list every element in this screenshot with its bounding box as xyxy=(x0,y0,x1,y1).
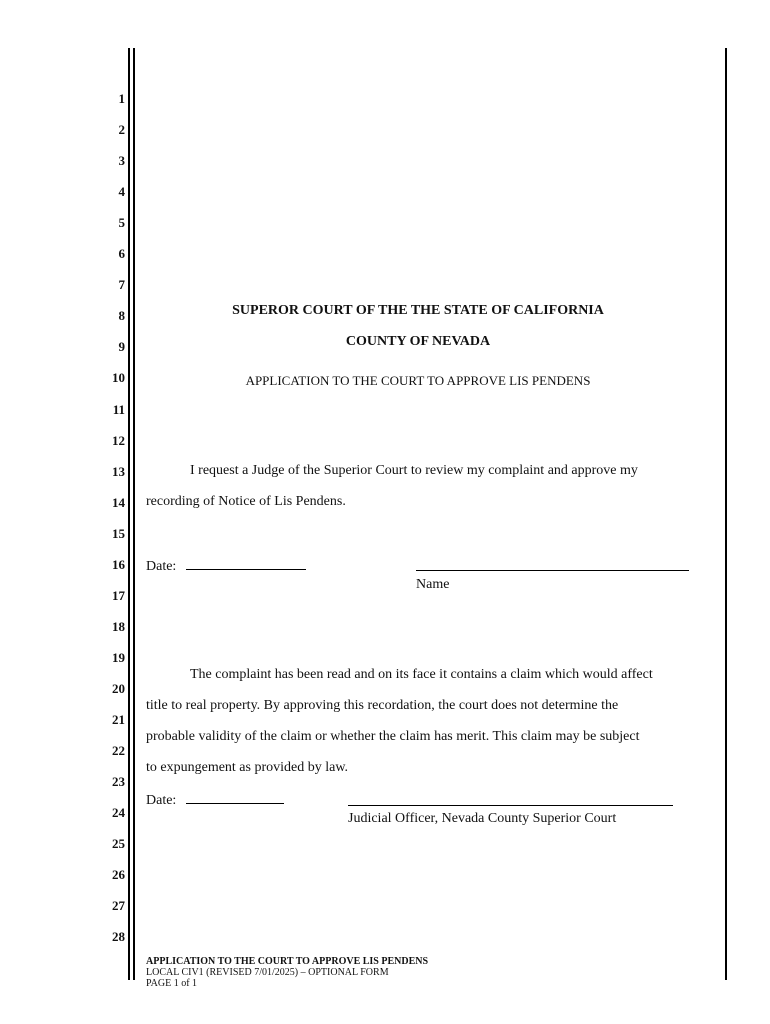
request-line-1: I request a Judge of the Superior Court to review my complaint and approve my xyxy=(190,463,638,478)
line-number: 16 xyxy=(112,557,125,572)
statement-line-4: to expungement as provided by law. xyxy=(146,760,349,775)
line-number: 7 xyxy=(118,277,125,292)
line-number: 22 xyxy=(112,743,125,758)
line-number: 5 xyxy=(118,215,125,230)
court-title: SUPEROR COURT OF THE THE STATE OF CALIFORNIA xyxy=(232,303,604,318)
line-number: 19 xyxy=(112,650,125,665)
footer-form-id: LOCAL CIV1 (REVISED 7/01/2025) – OPTIONAL FORM xyxy=(146,967,389,978)
line-number: 17 xyxy=(112,588,125,603)
applicant-date-label: Date: xyxy=(146,559,177,574)
line-number: 4 xyxy=(118,184,125,199)
line-number: 8 xyxy=(118,308,125,323)
statement-line-2: title to real property. By approving this recordation, the court does not determine the xyxy=(146,698,619,713)
line-number: 13 xyxy=(112,464,125,479)
footer-title: APPLICATION TO THE COURT TO APPROVE LIS PENDENS xyxy=(146,956,429,967)
line-number: 25 xyxy=(112,836,125,851)
footer-page-number: PAGE 1 of 1 xyxy=(146,978,198,989)
page-footer xyxy=(146,956,428,989)
line-number: 15 xyxy=(112,526,125,541)
officer-date-field[interactable] xyxy=(186,791,284,804)
line-number: 10 xyxy=(112,370,125,385)
applicant-date-field[interactable] xyxy=(186,557,306,570)
statement-line-3: probable validity of the claim or whether the claim has merit. This claim may be subject xyxy=(146,729,640,744)
officer-signature-line[interactable] xyxy=(348,805,673,806)
applicant-name-label: Name xyxy=(416,577,450,592)
line-number: 27 xyxy=(112,898,125,913)
line-number: 2 xyxy=(118,122,125,137)
applicant-signature-line[interactable] xyxy=(416,570,689,571)
left-margin-rule-outer xyxy=(128,48,130,980)
applicant-date-row xyxy=(146,557,306,575)
county-title: COUNTY OF NEVADA xyxy=(345,334,491,349)
line-number: 6 xyxy=(118,246,125,261)
line-number: 12 xyxy=(112,433,125,448)
left-margin-rule-inner xyxy=(133,48,135,980)
officer-signature-label: Judicial Officer, Nevada County Superior Court xyxy=(348,811,617,826)
officer-date-row xyxy=(146,791,284,809)
right-margin-rule xyxy=(725,48,727,980)
line-number: 28 xyxy=(112,929,125,944)
line-number: 26 xyxy=(112,867,125,882)
officer-date-label: Date: xyxy=(146,793,177,808)
line-number: 1 xyxy=(118,91,125,106)
document-title: APPLICATION TO THE COURT TO APPROVE LIS PENDENS xyxy=(245,373,591,388)
line-number: 18 xyxy=(112,619,125,634)
line-number: 20 xyxy=(112,681,125,696)
line-number: 14 xyxy=(112,495,125,510)
request-line-2: recording of Notice of Lis Pendens. xyxy=(146,494,346,509)
line-number: 21 xyxy=(112,712,125,727)
line-number: 3 xyxy=(118,153,125,168)
statement-line-1: The complaint has been read and on its face it contains a claim which would affect xyxy=(190,667,653,682)
line-number: 9 xyxy=(118,339,125,354)
line-number: 23 xyxy=(112,774,125,789)
line-number: 24 xyxy=(112,805,125,820)
line-number: 11 xyxy=(112,402,125,417)
